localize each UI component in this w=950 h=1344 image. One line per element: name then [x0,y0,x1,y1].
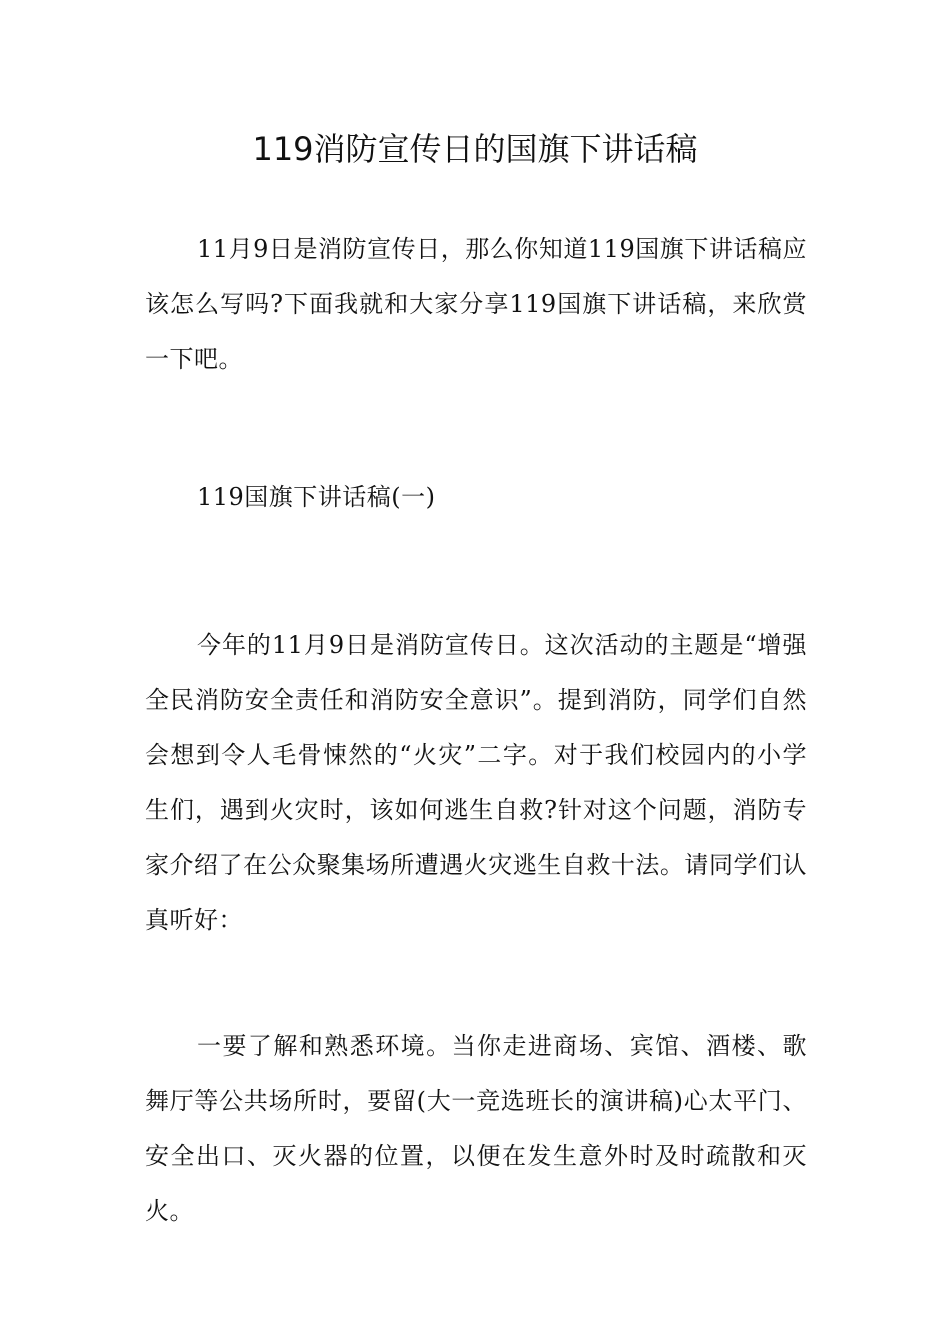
body-paragraph-2: 一要了解和熟悉环境。当你走进商场、宾馆、酒楼、歌舞厅等公共场所时，要留(大一竞选班长的演讲稿)心太平门、安全出口、灭火器的位置，以便在发生意外时及时疏散和灭火。 [145,1032,807,1225]
body-paragraph-1: 今年的11月9日是消防宣传日。这次活动的主题是“增强全民消防安全责任和消防安全意识”。提到消防，同学们自然会想到令人毛骨悚然的“火灾”二字。对于我们校园内的小学生们，遇到火灾时，该如何逃生自救?针对这个问题，消防专家介绍了在公众聚集场所遭遇火灾逃生自救十法。请同学们认真听好： [145,631,807,934]
document-title: 119消防宣传日的国旗下讲话稿 [252,130,698,168]
section-heading: 119国旗下讲话稿(一) [197,483,436,511]
intro-paragraph: 11月9日是消防宣传日，那么你知道119国旗下讲话稿应该怎么写吗?下面我就和大家分享119国旗下讲话稿，来欣赏一下吧。 [145,235,807,373]
